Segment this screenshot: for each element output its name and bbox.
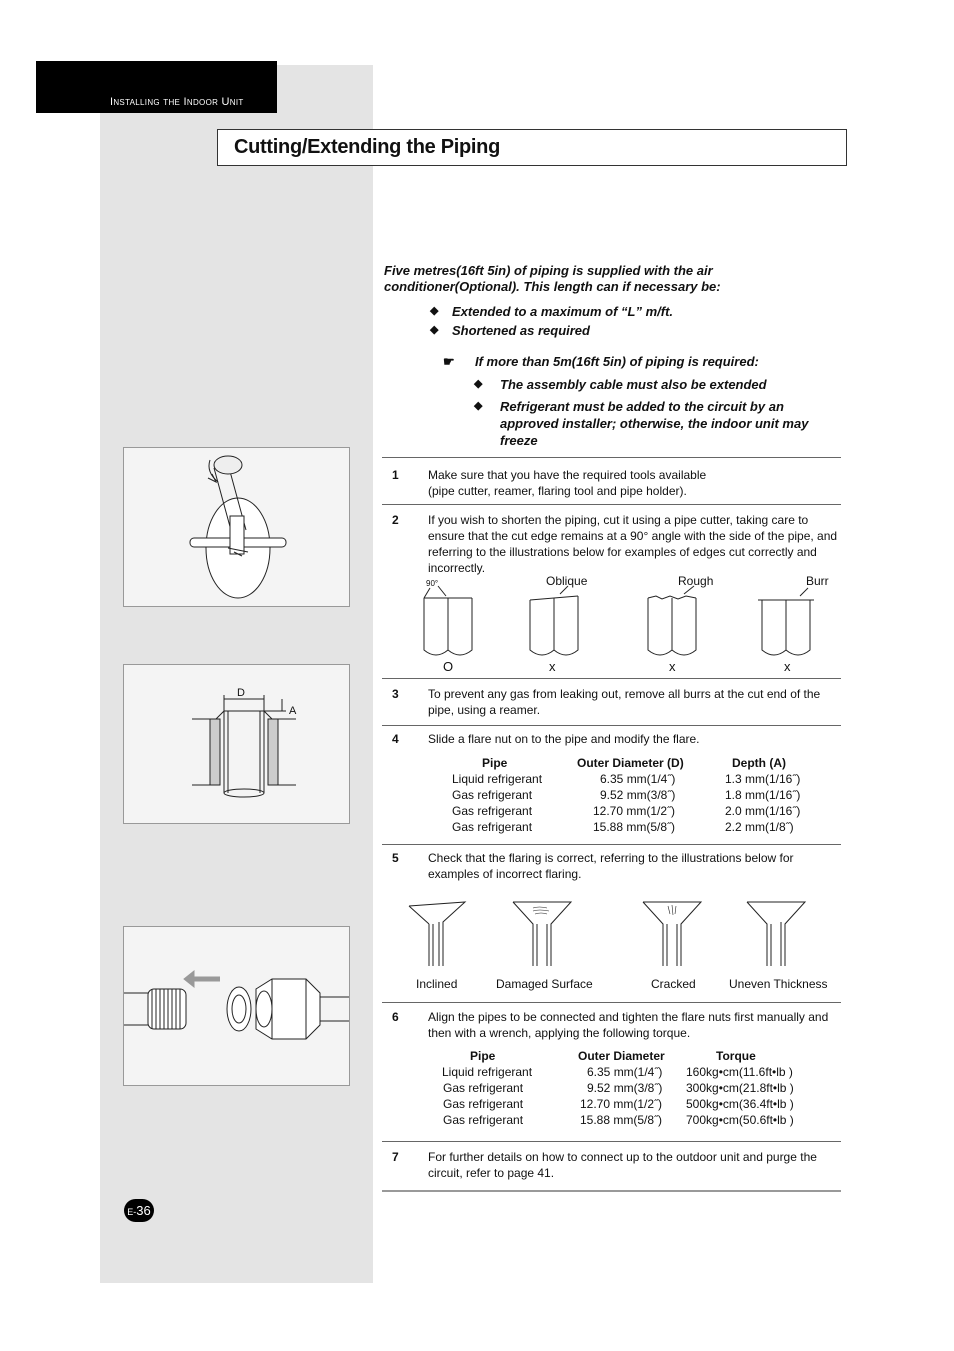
- section-header-label: Installing the Indoor Unit: [110, 96, 244, 108]
- divider: [382, 678, 841, 679]
- cut-mark-incorrect: x: [669, 659, 676, 674]
- pointing-hand-icon: ☛: [443, 354, 455, 369]
- defect-label-inclined: Inclined: [416, 977, 458, 991]
- divider: [382, 504, 841, 505]
- section-header: [36, 61, 277, 113]
- cut-mark-incorrect: x: [549, 659, 556, 674]
- cut-mark-correct: O: [443, 659, 454, 674]
- divider: [382, 1002, 841, 1003]
- divider: [382, 1190, 841, 1192]
- cut-mark-incorrect: x: [784, 659, 791, 674]
- flare-section-figure: [123, 664, 350, 824]
- cut-label-burr: Burr: [806, 574, 829, 588]
- cut-edge-illustrations: [418, 586, 798, 666]
- defect-label-uneven: Uneven Thickness: [729, 977, 828, 991]
- depth-label: A: [289, 705, 297, 717]
- divider: [382, 725, 841, 726]
- diamond-icon: ◆: [474, 378, 483, 390]
- page-number: E-36: [124, 1199, 154, 1222]
- divider: [382, 1141, 841, 1142]
- divider: [382, 457, 841, 458]
- diamond-icon: ◆: [430, 324, 439, 336]
- pipe-cutter-figure: [123, 447, 350, 607]
- intro-text: Five metres(16ft 5in) of piping is supplied with the air conditioner(Optional). This length can if necessary be:: [384, 263, 721, 294]
- pipe-connection-icon: [124, 927, 349, 1085]
- flare-defect-illustrations: [405, 900, 815, 970]
- pipe-cutter-icon: [124, 448, 349, 606]
- cut-label-rough: Rough: [678, 574, 714, 588]
- defect-label-cracked: Cracked: [651, 977, 696, 991]
- cut-label-oblique: Oblique: [546, 574, 588, 588]
- pipe-connection-figure: [123, 926, 350, 1086]
- defect-label-damaged: Damaged Surface: [496, 977, 593, 991]
- diamond-icon: ◆: [430, 305, 439, 317]
- divider: [382, 844, 841, 845]
- diamond-icon: ◆: [474, 400, 483, 412]
- diameter-label: D: [237, 687, 245, 699]
- page-title-box: [217, 129, 847, 166]
- page-title: Cutting/Extending the Piping: [234, 136, 501, 158]
- angle-label: 90°: [426, 579, 439, 588]
